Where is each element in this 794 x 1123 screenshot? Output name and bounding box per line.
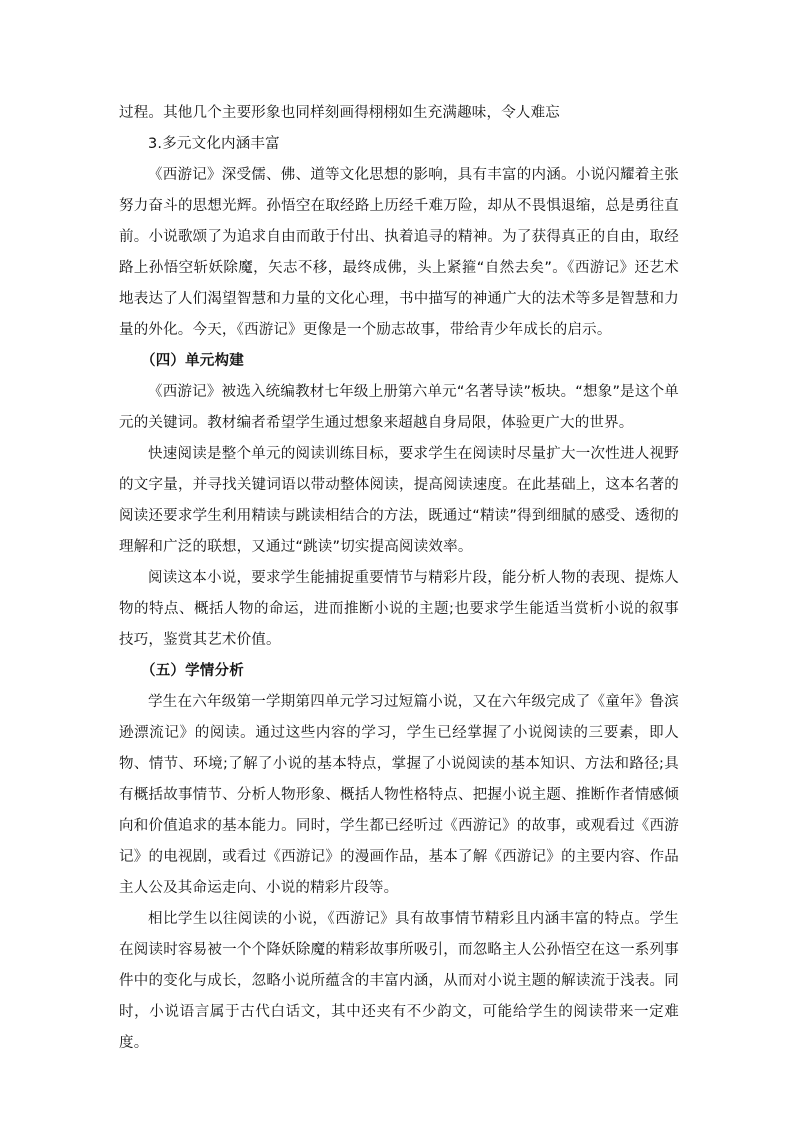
paragraph-cultural-connotation: 《西游记》深受儒、佛、道等文化思想的影响，具有丰富的内涵。小说闪耀着主张努力奋斗的思想光辉。孙悟空在取经路上历经千难万险，却从不畏惧退缩，总是勇往直前。小说歌颂了为追求自由而敢于付出、执着追寻的精神。为了获得真正的自由，取经路上孙悟空斩妖除魔，矢志不移，最终成佛，头上紧箍“自然去矣”。《西游记》还艺术地表达了人们渴望智慧和力量的文化心理，书中描写的神通广大的法术等多是智慧和力量的外化。今天，《西游记》更像是一个励志故事，带给青少年成长的启示。 (119, 167, 679, 338)
paragraph-student-background: 学生在六年级第一学期第四单元学习过短篇小说，又在六年级完成了《童年》鲁滨逊漂流记》的阅读。通过这些内容的学习，学生已经掌握了小说阅读的三要素，即人物、情节、环境;了解了小说的基本特点，掌握了小说阅读的基本知识、方法和路径;具有概括故事情节、分析人物形象、概括人物性格特点、把握小说主题、推断作者情感倾向和价值追求的基本能力。同时，学生都已经听过《西游记》的故事，或观看过《西游记》的电视剧，或看过《西游记》的漫画作品，基本了解《西游记》的主要内容、作品主人公及其命运走向、小说的精彩片段等。 (119, 694, 679, 896)
section-heading-student-analysis: （五）学情分析 (141, 663, 244, 679)
paragraph-reading-requirements: 阅读这本小说，要求学生能捕捉重要情节与精彩片段，能分析人物的表现、提炼人物的特点、概括人物的命运，进而推断小说的主题;也要求学生能适当赏析小说的叙事技巧，鉴赏其艺术价值。 (119, 570, 679, 648)
paragraph-reading-difficulty: 相比学生以往阅读的小说，《西游记》具有故事情节精彩且内涵丰富的特点。学生在阅读时容易被一个个降妖除魔的精彩故事所吸引，而忽略主人公孙悟空在这一系列事件中的变化与成长，忽略小说所蕴含的丰富内涵，从而对小说主题的解读流于浅表。同时，小说语言属于古代白话文，其中还夹有不少韵文，可能给学生的阅读带来一定难度。 (119, 911, 679, 1051)
paragraph-unit-intro: 《西游记》被选入统编教材七年级上册第六单元“名著导读”板块。“想象”是这个单元的关键词。教材编者希望学生通过想象来超越自身局限，体验更广大的世界。 (119, 384, 679, 431)
paragraph-fast-reading: 快速阅读是整个单元的阅读训练目标，要求学生在阅读时尽量扩大一次性进人视野的文字量，并寻找关键词语以带动整体阅读，提高阅读速度。在此基础上，这本名著的阅读还要求学生利用精读与跳读相结合的方法，既通过“精读”得到细腻的感受、透彻的理解和广泛的联想，又通过“跳读”切实提高阅读效率。 (119, 446, 679, 555)
paragraph-continuation: 过程。其他几个主要形象也同样刻画得栩栩如生充满趣味，令人难忘 (119, 105, 560, 121)
document-body (119, 98, 679, 1059)
subheading-cultural-connotation: 3.多元文化内涵丰富 (148, 136, 280, 152)
section-heading-unit-construction: （四）单元构建 (141, 353, 244, 369)
